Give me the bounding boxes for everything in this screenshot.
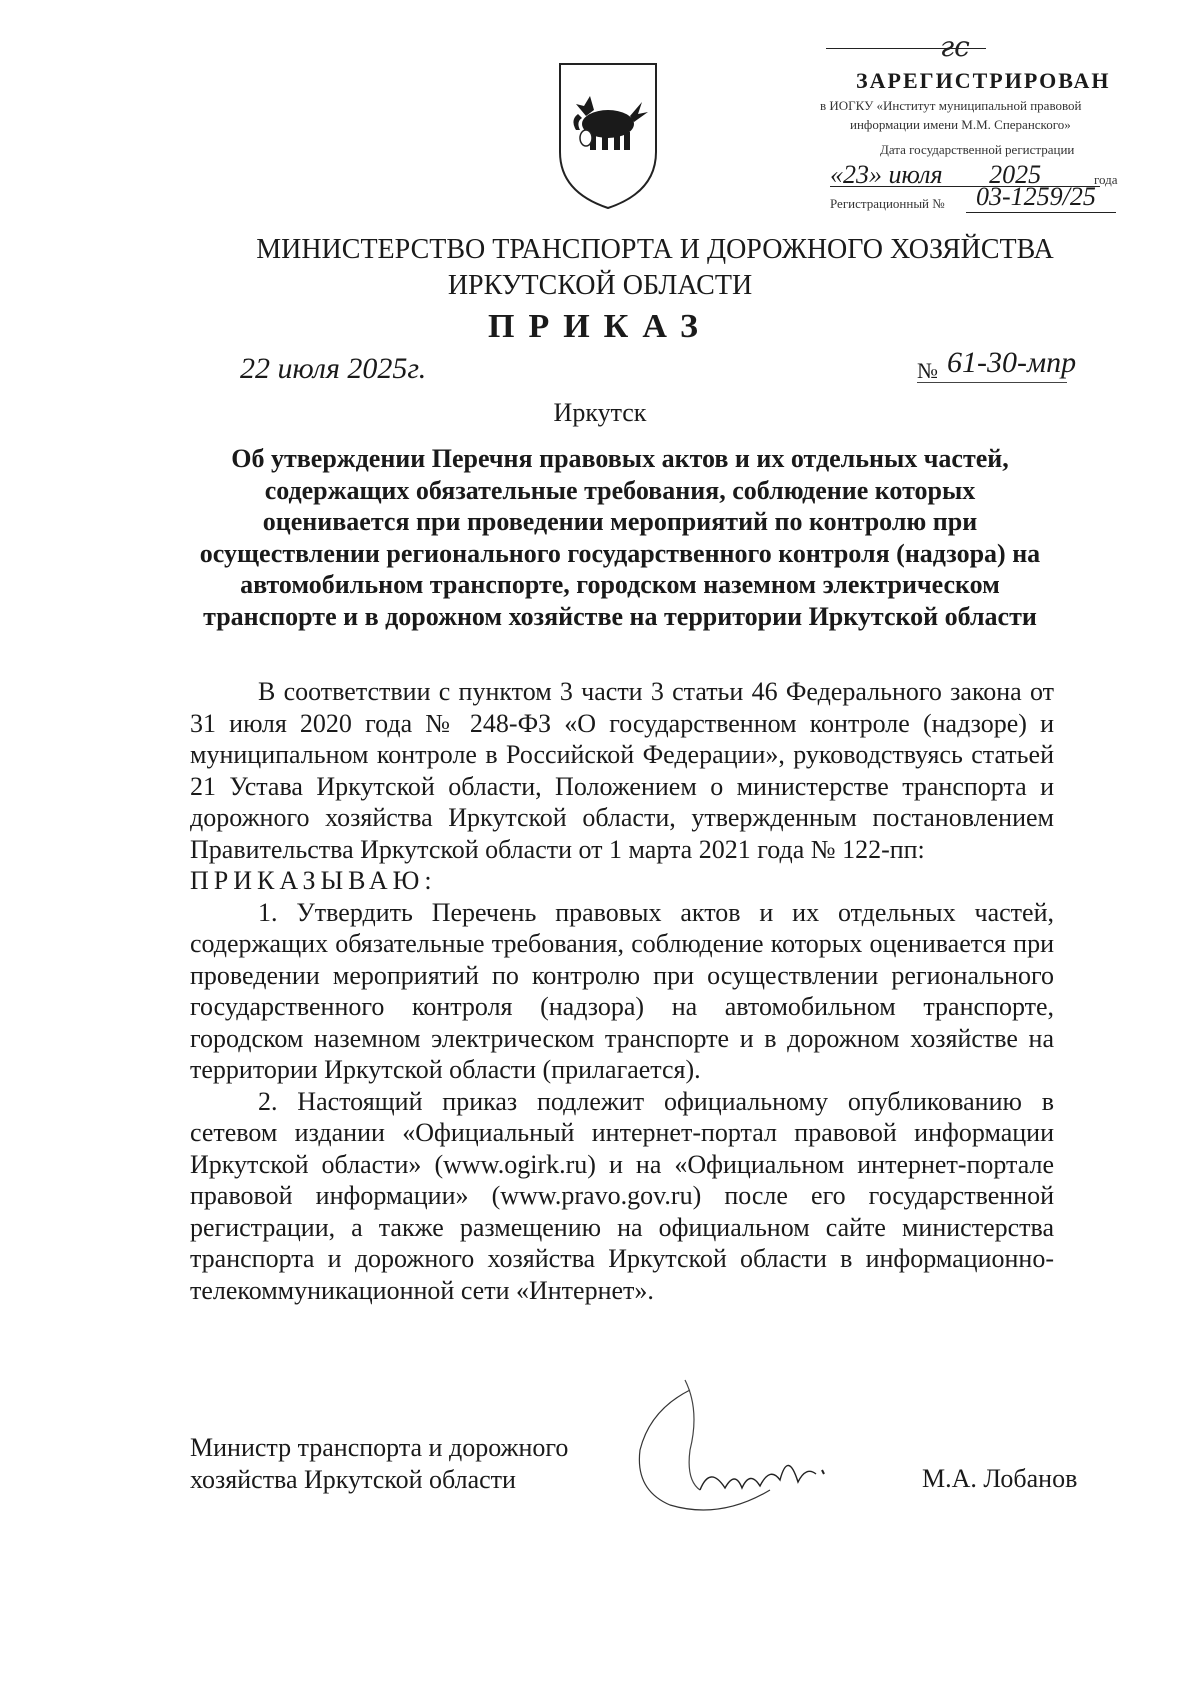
registration-stamp-title: ЗАРЕГИСТРИРОВАН (856, 68, 1111, 93)
document-type: ПРИКАЗ (488, 308, 712, 345)
registration-number-label: Регистрационный № (830, 196, 945, 211)
registration-org-line1: в ИОГКУ «Институт муниципальной правовой (820, 98, 1082, 113)
document-heading: Об утверждении Перечня правовых актов и их отдельных частей, содержащих обязательные требования, соблюдение которых оценивается при проведении мероприятий по контролю при осуществлении регионального государственного контроля (надзора) на автомобильном транспорте, городском наземном электрическом транспорте и в дорожном хозяйстве на территории Иркутской области (199, 444, 1041, 631)
order-item-2: 2. Настоящий приказ подлежит официальному опубликованию в сетевом издании «Официальный интернет-портал правовой информации Иркутской области» (www.ogirk.ru) и на «Официальном интернет-портале правовой информации» (www.pravo.gov.ru) после его государственной регистрации, а также размещению на официальном сайте министерства транспорта и дорожного хозяйства Иркутской области в информационно-телекоммуникационной сети «Интернет». (190, 1086, 1054, 1305)
registration-date-year: 2025 (989, 160, 1042, 189)
registration-number: 03-1259/25 (976, 182, 1096, 211)
registration-year-suffix: года (1094, 172, 1118, 187)
order-number: 61-30-мпр (947, 346, 1077, 379)
stamp-handwritten-initials: гс (940, 30, 970, 63)
document-body (190, 676, 1054, 1306)
signer-position-line1: Министр транспорта и дорожного (190, 1433, 569, 1462)
preamble-paragraph: В соответствии с пунктом 3 части 3 статьи 46 Федерального закона от 31 июля 2020 года № 248-ФЗ «О государственном контроле (надзоре) и муниципальном контроле в Российской Федерации», руководствуясь статьей 21 Устава Иркутской области, Положением о министерстве транспорта и дорожного хозяйства Иркутской области, утвержденным постановлением Правительства Иркутской области от 1 марта 2021 года № 122-пп: (190, 677, 1054, 864)
signer-name: М.А. Лобанов (922, 1464, 1078, 1493)
ministry-line2: ИРКУТСКОЙ ОБЛАСТИ (447, 270, 753, 301)
registration-date-label: Дата государственной регистрации (880, 142, 1075, 157)
order-number-underline (917, 382, 1067, 383)
order-item-1: 1. Утвердить Перечень правовых актов и их отдельных частей, содержащих обязательные требования, соблюдение которых оценивается при проведении мероприятий по контролю при осуществлении регионального государственного контроля (надзора) на автомобильном транспорте, городском наземном электрическом транспорте и в дорожном хозяйстве на территории Иркутской области (прилагается). (190, 897, 1054, 1084)
city: Иркутск (553, 398, 647, 427)
registration-org (820, 96, 1140, 134)
order-word: ПРИКАЗЫВАЮ: (190, 866, 437, 895)
registration-date-month: июля (888, 160, 943, 189)
coat-of-arms-icon (556, 60, 660, 212)
registration-date-day: «23» (830, 160, 882, 189)
signer-position (190, 1432, 568, 1496)
handwritten-signature (630, 1370, 890, 1520)
ministry-line1: МИНИСТЕРСТВО ТРАНСПОРТА И ДОРОЖНОГО ХОЗЯЙСТВА (256, 234, 1054, 265)
ministry-name (0, 232, 1200, 304)
registration-org-line2: информации имени М.М. Сперанского» (850, 117, 1071, 132)
registration-number-underline (966, 212, 1116, 213)
order-date: 22 июля 2025г. (240, 352, 427, 385)
signer-position-line2: хозяйства Иркутской области (190, 1465, 516, 1494)
order-number-label: № (917, 358, 938, 383)
